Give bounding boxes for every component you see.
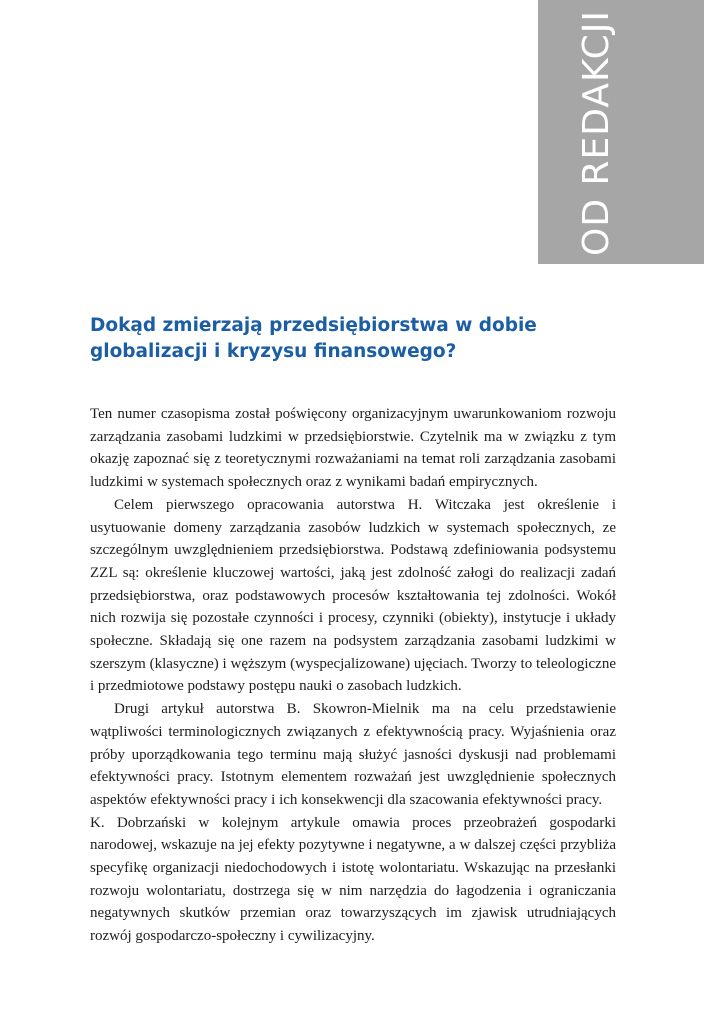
- paragraph-2: Celem pierwszego opracowania autorstwa H. Witczaka jest określenie i usytuowanie domeny zarządzania zasobów ludzkich w systemach społecznych, ze szczególnym uwzględnieniem przedsiębiorstwa. Podstawą zdefiniowania podsystemu ZZL są: określenie kluczowej wartości, jaką jest zdolność załogi do realizacji zadań przedsiębiorstwa, oraz podstawowych procesów kształtowania tej zdolności. Wokół nich rozwija się pozostałe czynności i procesy, czynniki (obiekty), instytucje i układy społeczne. Składają się one razem na podsystem zarządzania zasobami ludzkimi w szerszym (klasyczne) i węższym (wyspecjalizowane) ujęciach. Tworzy to teleologiczne i przedmiotowe podstawy postępu nauki o zasobach ludzkich.: [90, 496, 616, 695]
- paragraph-3: Drugi artykuł autorstwa B. Skowron-Mielnik ma na celu przedstawienie wątpliwości terminologicznych związanych z efektywnością pracy. Wyjaśnienia oraz próby uporządkowania tego terminu mają służyć jasności dyskusji nad problemami efektywności pracy. Istotnym elementem rozważań jest uwzględnienie społecznych aspektów efektywności pracy i ich konsekwencji dla szacowania efektywności pracy.: [90, 701, 616, 808]
- section-tab: [538, 0, 704, 264]
- section-label: OD REDAKCJI: [576, 10, 617, 256]
- paragraph-1: Ten numer czasopisma został poświęcony organizacyjnym uwarunkowaniom rozwoju zarządzania zasobami ludzkimi w przedsiębiorstwie. Czytelnik ma w związku z tym okazję zapoznać się z teoretycznymi rozważaniami na temat roli zarządzania zasobami ludzkimi w systemach społecznych oraz z wynikami badań empirycznych.: [90, 406, 616, 491]
- article-headline: Dokąd zmierzają przedsiębiorstwa w dobie globalizacji i kryzysu finansowego?: [90, 315, 537, 362]
- paragraph-4: K. Dobrzański w kolejnym artykule omawia proces przeobrażeń gospodarki narodowej, wskazuje na jej efekty pozytywne i negatywne, a w dalszej części przybliża specyfikę organizacji niedochodowych i istotę wolontariatu. Wskazując na przesłanki rozwoju wolontariatu, dostrzega się w nim narzędzia do łagodzenia i ograniczania negatywnych skutków przemian oraz towarzyszących im zjawisk utrudniających rozwój gospodarczo-społeczny i cywilizacyjny.: [90, 814, 616, 945]
- article-body: [90, 403, 616, 948]
